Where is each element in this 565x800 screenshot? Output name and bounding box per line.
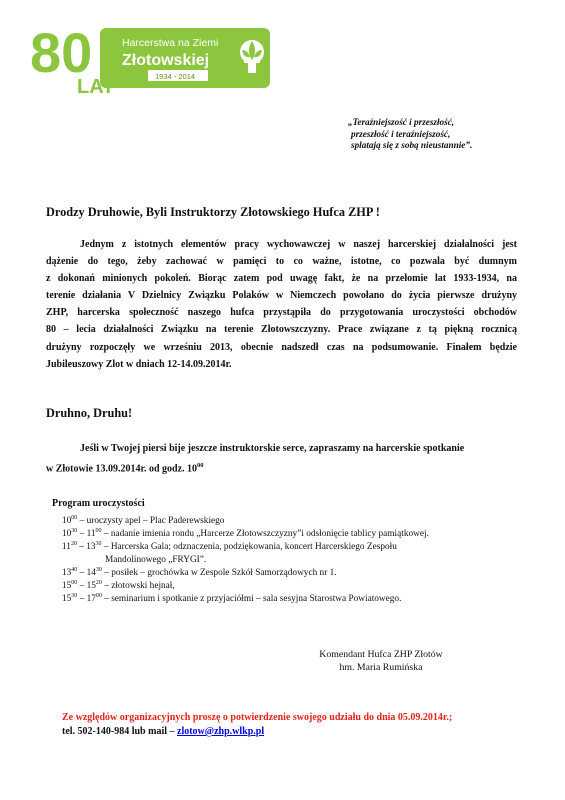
program-hour: – 14: [77, 568, 96, 578]
program-hour: – 15: [77, 581, 96, 591]
program-hour: 15: [62, 581, 72, 591]
motto-quote: [348, 117, 548, 152]
program-text: – złotowski hejnał,: [101, 581, 175, 591]
footer-notice: [62, 711, 452, 739]
paragraph-line: z dokonań minionych pokoleń. Biorąc zatem pod uwagę fakt, że na przełomie lat 1933-1934, na: [46, 273, 517, 285]
program-text: – Harcerska Gala; odznaczenia, podziękowania, koncert Harcerskiego Zespołu: [101, 542, 397, 552]
paragraph-line: drużyny rozpoczęły we wrześniu 2013, obecnie nadszedł czas na podsumowanie. Finałem będzie: [46, 341, 517, 353]
greeting: Druhno, Druhu!: [46, 406, 133, 420]
letter-heading: Drodzy Druhowie, Byli Instruktorzy Złotowskiego Hufca ZHP !: [46, 205, 380, 219]
logo-lat: LAT: [77, 76, 115, 94]
program-text: – nadanie imienia rondu „Harcerze Złotowszczyzny”i odsłonięcie tablicy pamiątkowej.: [101, 529, 429, 539]
paragraph-line: ZHP, harcerska społeczność naszego hufca przystąpiła do przygotowania uroczystości obchodów: [46, 307, 517, 319]
program-item: [62, 515, 532, 528]
paragraph-line: terenie działania V Dzielnicy Związku Polaków w Niemczech powołano do życia pierwsze drużyny: [46, 290, 517, 302]
program-title: Program uroczystości: [52, 498, 145, 509]
program-minute: 30: [71, 593, 78, 599]
program-hour: 13: [62, 568, 72, 578]
program-minute: 20: [95, 580, 102, 586]
logo-line1: Harcerstwa na Ziemi: [122, 37, 219, 49]
program-minute: 00: [95, 528, 102, 534]
intro-paragraph: [46, 236, 517, 373]
logo-years: 1934 - 2014: [155, 72, 196, 81]
invite-line: Jeśli w Twojej piersi bije jeszcze instruktorskie serce, zapraszamy na harcerskie spotkanie: [80, 443, 465, 454]
program-minute: 30: [95, 541, 102, 547]
invite-line: [46, 457, 517, 477]
motto-line: „Teraźniejszość i przeszłość,: [348, 117, 455, 127]
paragraph-line: Jubileuszowy Zlot w dniach 12-14.09.2014r.: [46, 358, 232, 370]
contact-line: [62, 725, 452, 739]
program-hour: 10: [62, 516, 72, 526]
program-hour: 15: [62, 594, 72, 604]
program-minute: 00: [71, 515, 78, 521]
program-minute: 40: [71, 567, 78, 573]
motto-line: przeszłość i teraźniejszość,: [351, 128, 451, 139]
contact-phone: tel. 502-140-984 lub mail –: [62, 726, 177, 737]
program-minute: 30: [71, 528, 78, 534]
invite-date: w Złotowie 13.09.2014r. od godz. 10: [46, 463, 198, 475]
program-minute: 00: [71, 580, 78, 586]
paragraph-line: Jednym z istotnych elementów pracy wychowawczej w naszej harcerskiej działalności jest: [80, 239, 517, 250]
invite-time-sup: 00: [197, 462, 204, 469]
program-item: [62, 580, 532, 593]
logo-line2: Złotowskiej: [122, 52, 210, 69]
program-item: [62, 541, 532, 554]
program-item-continued: Mandolinowego „FRYGI”.: [105, 555, 207, 565]
anniversary-logo: [30, 14, 270, 94]
program-item: [62, 528, 532, 541]
program-hour: – 11: [77, 529, 96, 539]
motto-line: splatają się z sobą nieustannie”.: [351, 140, 473, 150]
invitation-text: [46, 440, 517, 477]
program-hour: 11: [62, 542, 71, 552]
program-minute: 00: [95, 593, 102, 599]
program-text: – uroczysty apel – Plac Paderewskiego: [77, 516, 225, 526]
program-hour: – 13: [76, 542, 96, 552]
program-text: – seminarium i spotkanie z przyjaciółmi – sala sesyjna Starostwa Powiatowego.: [101, 594, 402, 604]
program-item: [62, 567, 532, 580]
email-link[interactable]: zlotow@zhp.wlkp.pl: [177, 726, 265, 737]
program-item: [62, 593, 532, 606]
program-minute: 20: [70, 541, 77, 547]
program-list: [62, 515, 532, 606]
signature-role: Komendant Hufca ZHP Złotów: [319, 649, 443, 660]
logo-number: 80: [30, 21, 93, 84]
program-minute: 30: [95, 567, 102, 573]
rsvp-notice: Ze względów organizacyjnych proszę o potwierdzenie swojego udziału do dnia 05.09.2014r.;: [62, 712, 453, 723]
logo-graphic: [30, 14, 270, 94]
program-hour: – 17: [77, 594, 96, 604]
program-hour: 10: [62, 529, 72, 539]
paragraph-line: 80 – lecia działalności Związku na terenie Złotowszczyzny. Prace związane z tą piękną rocznicą: [46, 324, 517, 336]
paragraph-line: dążenie do tego, żeby zachować w pamięci to co ważne, istotne, co pozwala być dumnym: [46, 256, 517, 268]
signature-name: hm. Maria Rumińska: [339, 662, 423, 673]
signature-block: [300, 648, 462, 674]
program-text: – posiłek – grochówka w Zespole Szkół Samorządowych nr 1.: [101, 568, 337, 578]
